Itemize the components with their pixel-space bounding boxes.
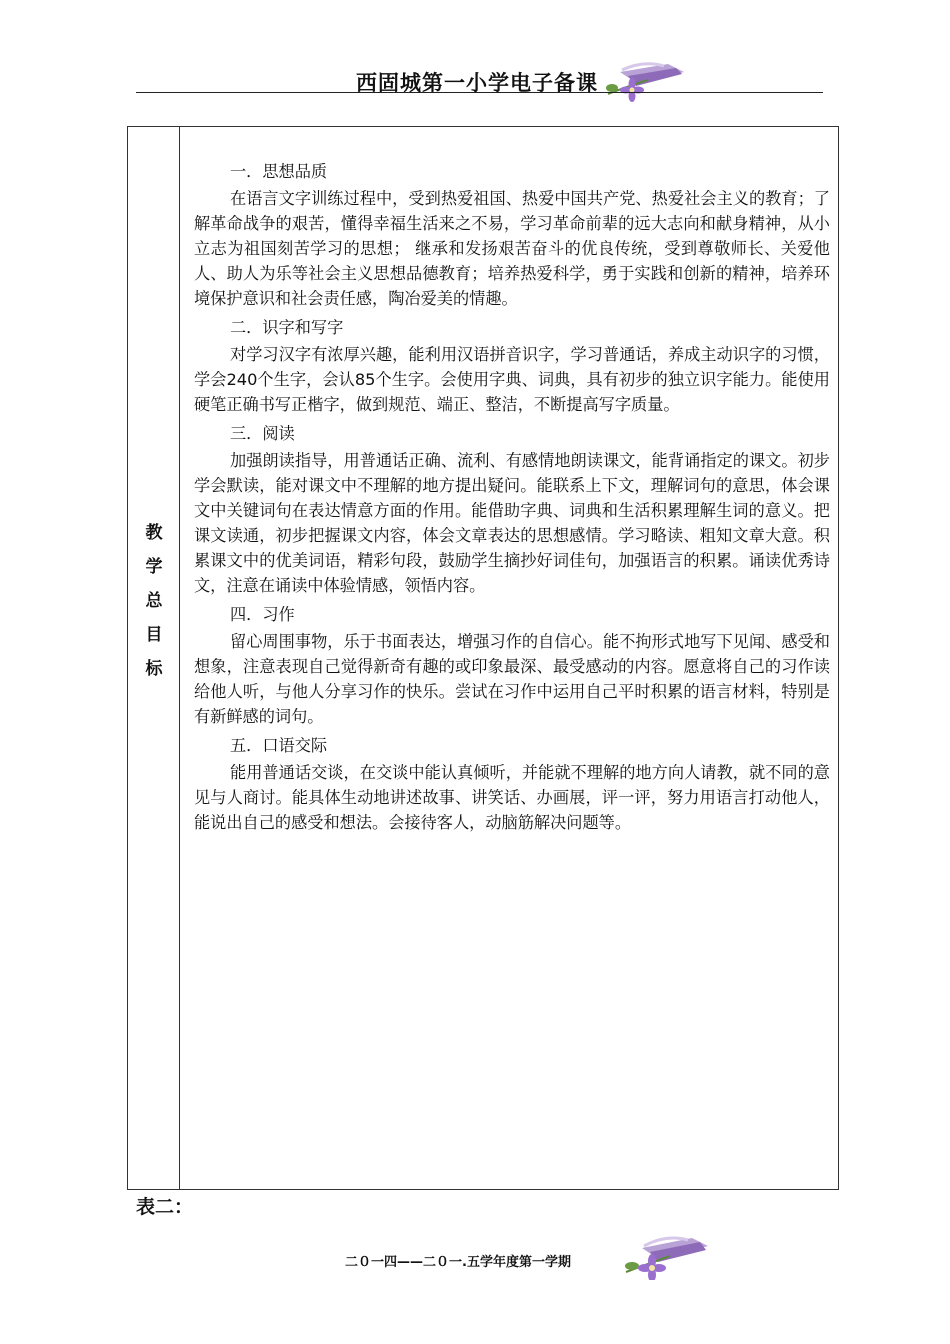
section-title: 四．习作 [230,605,295,624]
side-label-char: 目 [145,625,163,645]
purple-flower-icon [598,58,688,102]
section-title: 二．识字和写字 [230,318,344,337]
section-body: 对学习汉字有浓厚兴趣，能利用汉语拼音识字，学习普通话，养成主动识字的习惯，学会240个生字，会认85个生字。会使用字典、词典，具有初步的独立识字能力。能使用硬笔正确书写正楷字，做到规范、端正、整洁，不断提高写字质量。 [194,345,830,414]
section-title: 三．阅读 [230,424,295,443]
section-title: 一．思想品质 [230,162,328,181]
purple-flower-icon [616,1232,712,1280]
side-label-char: 教 [145,523,163,543]
section-body: 在语言文字训练过程中，受到热爱祖国、热爱中国共产党、热爱社会主义的教育；了解革命战争的艰苦，懂得幸福生活来之不易，学习革命前辈的远大志向和献身精神，从小立志为祖国刻苦学习的思想； 继承和发扬艰苦奋斗的优良传统，受到尊敬师长、关爱他人、助人为乐等社会主义思想品德教育；培养热爱科学，勇于实践和创新的精神，培养环境保护意识和社会责任感，陶冶爱美的情趣。 [194,189,830,308]
teaching-goals-table [127,126,839,1190]
side-label-char: 总 [145,591,163,611]
footer-school-year: 二０一四——二０一.五学年度第一学期 [345,1255,571,1270]
section-body: 留心周围事物，乐于书面表达，增强习作的自信心。能不拘形式地写下见闻、感受和想象，注意表现自己觉得新奇有趣的或印象最深、最受感动的内容。愿意将自己的习作读给他人听，与他人分享习作的快乐。尝试在习作中运用自己平时积累的语言材料，特别是有新鲜感的词句。 [194,632,830,726]
table-caption: 表二： [136,1196,194,1218]
section-title: 五．口语交际 [230,736,328,755]
side-label-teaching-goals [142,518,166,688]
goals-content [194,159,830,839]
page-header-title: 西固城第一小学电子备课 [356,70,598,95]
column-divider [179,127,180,1189]
side-label-char: 学 [145,557,163,577]
header-rule [136,92,823,93]
side-label-char: 标 [145,659,163,679]
section-body: 加强朗读指导，用普通话正确、流利、有感情地朗读课文，能背诵指定的课文。初步学会默读，能对课文中不理解的地方提出疑问。能联系上下文，理解词句的意思，体会课文中关键词句在表达情意方面的作用。能借助字典、词典和生活积累理解生词的意义。把课文读通，初步把握课文内容，体会文章表达的思想感情。学习略读、粗知文章大意。积累课文中的优美词语，精彩句段，鼓励学生摘抄好词佳句，加强语言的积累。诵读优秀诗文，注意在诵读中体验情感，领悟内容。 [194,451,830,595]
section-body: 能用普通话交谈，在交谈中能认真倾听，并能就不理解的地方向人请教，就不同的意见与人商讨。能具体生动地讲述故事、讲笑话、办画展，评一评，努力用语言打动他人，能说出自己的感受和想法。会接待客人，动脑筋解决问题等。 [194,763,830,832]
